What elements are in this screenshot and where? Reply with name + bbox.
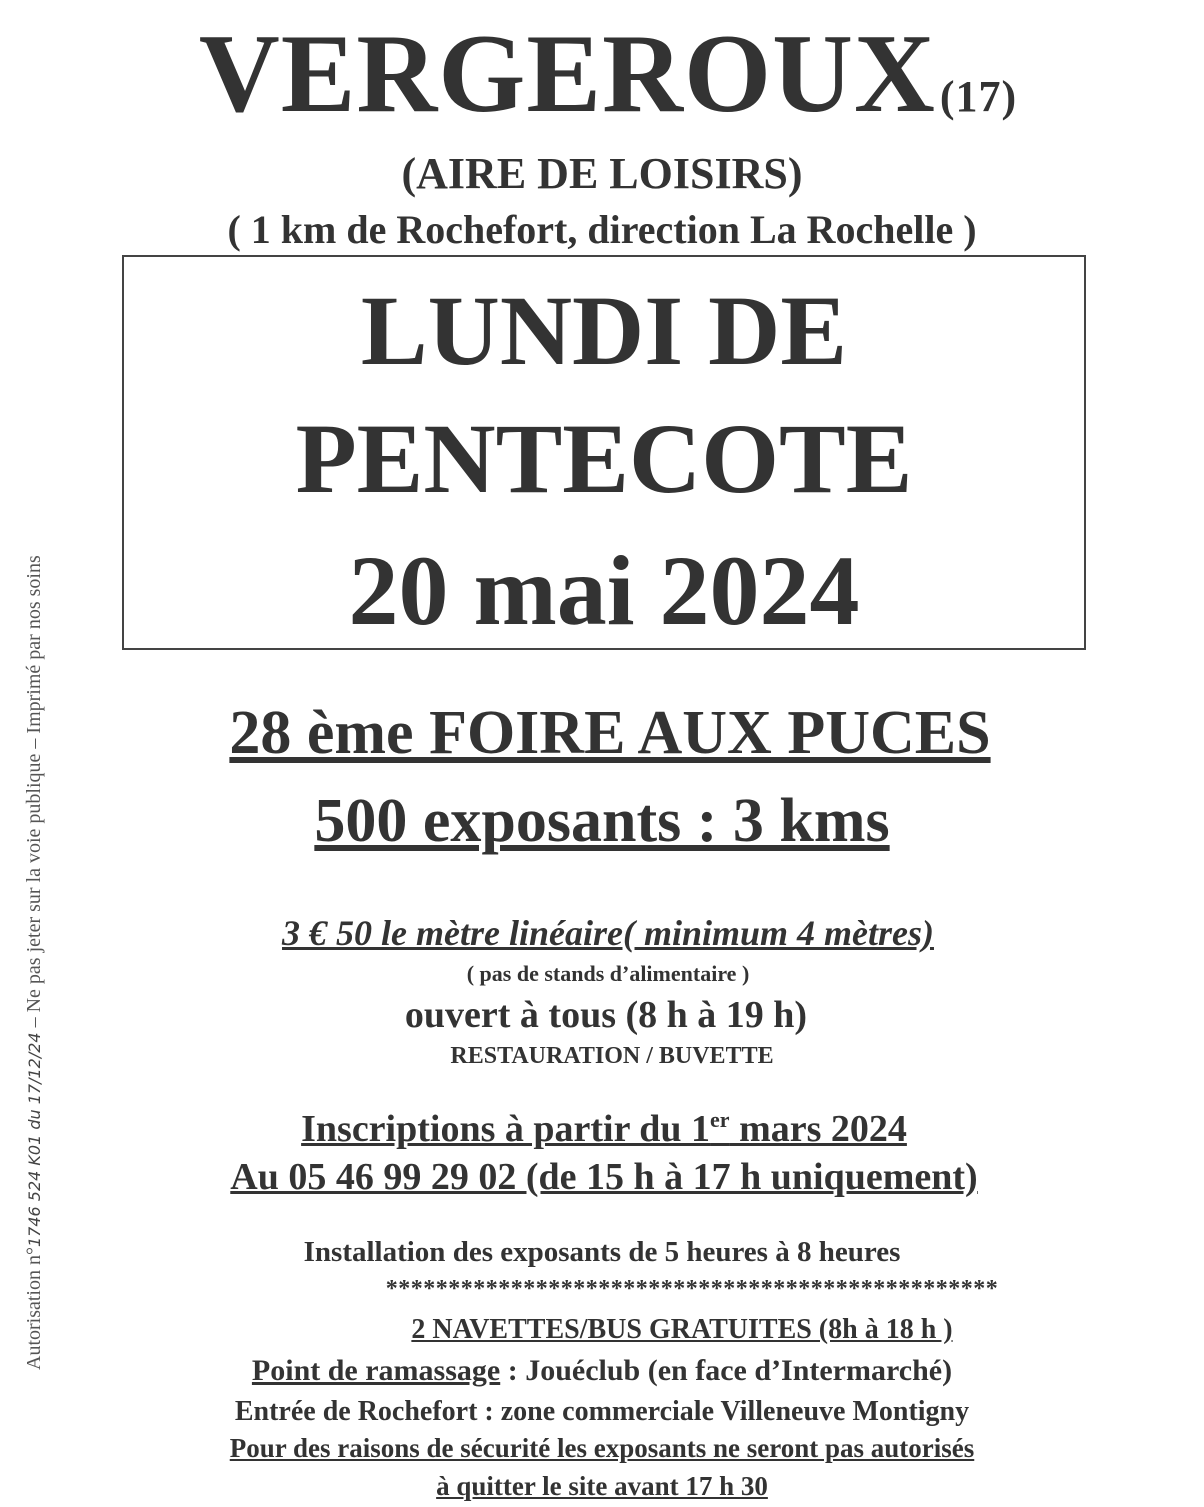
pickup-value: : Jouéclub (en face d’Intermarché) (500, 1354, 953, 1387)
safety-line-1 (0, 1435, 1204, 1462)
event-title-text: 28 ème FOIRE AUX PUCES (229, 699, 991, 767)
safety-text-2: à quitter le site avant 17 h 30 (436, 1471, 768, 1501)
registration-text (301, 1108, 907, 1150)
safety-line-2 (0, 1473, 1204, 1500)
registration-text-end: mars 2024 (729, 1108, 907, 1150)
star-separator: ************************************************* (385, 1276, 999, 1302)
town-title (0, 12, 1204, 136)
authorization-side-note (24, 555, 44, 1370)
town-name: VERGEROUX (198, 12, 936, 136)
registration-ordinal: er (710, 1107, 730, 1132)
exhibitors-line (0, 787, 1204, 855)
directions-line: ( 1 km de Rochefort, direction La Rochelle ) (227, 207, 977, 252)
date-line-1: LUNDI DE (360, 275, 848, 386)
date-line-2: PENTECOTE (295, 403, 913, 514)
price-text: 3 € 50 le mètre linéaire( minimum 4 mètres) (282, 913, 934, 953)
entrance-line: Entrée de Rochefort : zone commerciale Villeneuve Montigny (234, 1396, 970, 1427)
installation-line: Installation des exposants de 5 heures à 8 heures (303, 1236, 901, 1268)
registration-text-start: Inscriptions à partir du 1 (301, 1108, 711, 1150)
side-note-rest: – Ne pas jeter sur la voie publique – Imprimé par nos soins (23, 555, 45, 1033)
phone-text: Au 05 46 99 29 02 (de 15 h à 17 h uniquement) (230, 1156, 978, 1198)
event-title (0, 699, 1204, 767)
pickup-label: Point de ramassage (251, 1354, 501, 1387)
opening-hours: ouvert à tous (8 h à 19 h) (404, 994, 808, 1036)
shuttle-text: 2 NAVETTES/BUS GRATUITES (8h à 18 h ) (411, 1314, 953, 1345)
price-line (0, 915, 1204, 951)
safety-text-1: Pour des raisons de sécurité les exposants ne seront pas autorisés (229, 1433, 975, 1463)
phone-line (0, 1158, 1204, 1196)
pickup-line (0, 1356, 1204, 1386)
registration-line (0, 1107, 1204, 1150)
exhibitors-text: 500 exposants : 3 kms (314, 787, 890, 855)
venue-line: (AIRE DE LOISIRS) (401, 149, 803, 198)
date-line-3: 20 mai 2024 (348, 535, 860, 646)
authorization-label: Autorisation n° (23, 1247, 45, 1370)
date-box (122, 255, 1086, 650)
food-service: RESTAURATION / BUVETTE (450, 1043, 774, 1069)
authorization-number: 1746 524 K01 du 17/12/24 (25, 1032, 44, 1247)
no-food-stands-note: ( pas de stands d’alimentaire ) (466, 961, 750, 986)
shuttle-line (0, 1316, 1204, 1344)
department-number: (17) (939, 72, 1018, 121)
